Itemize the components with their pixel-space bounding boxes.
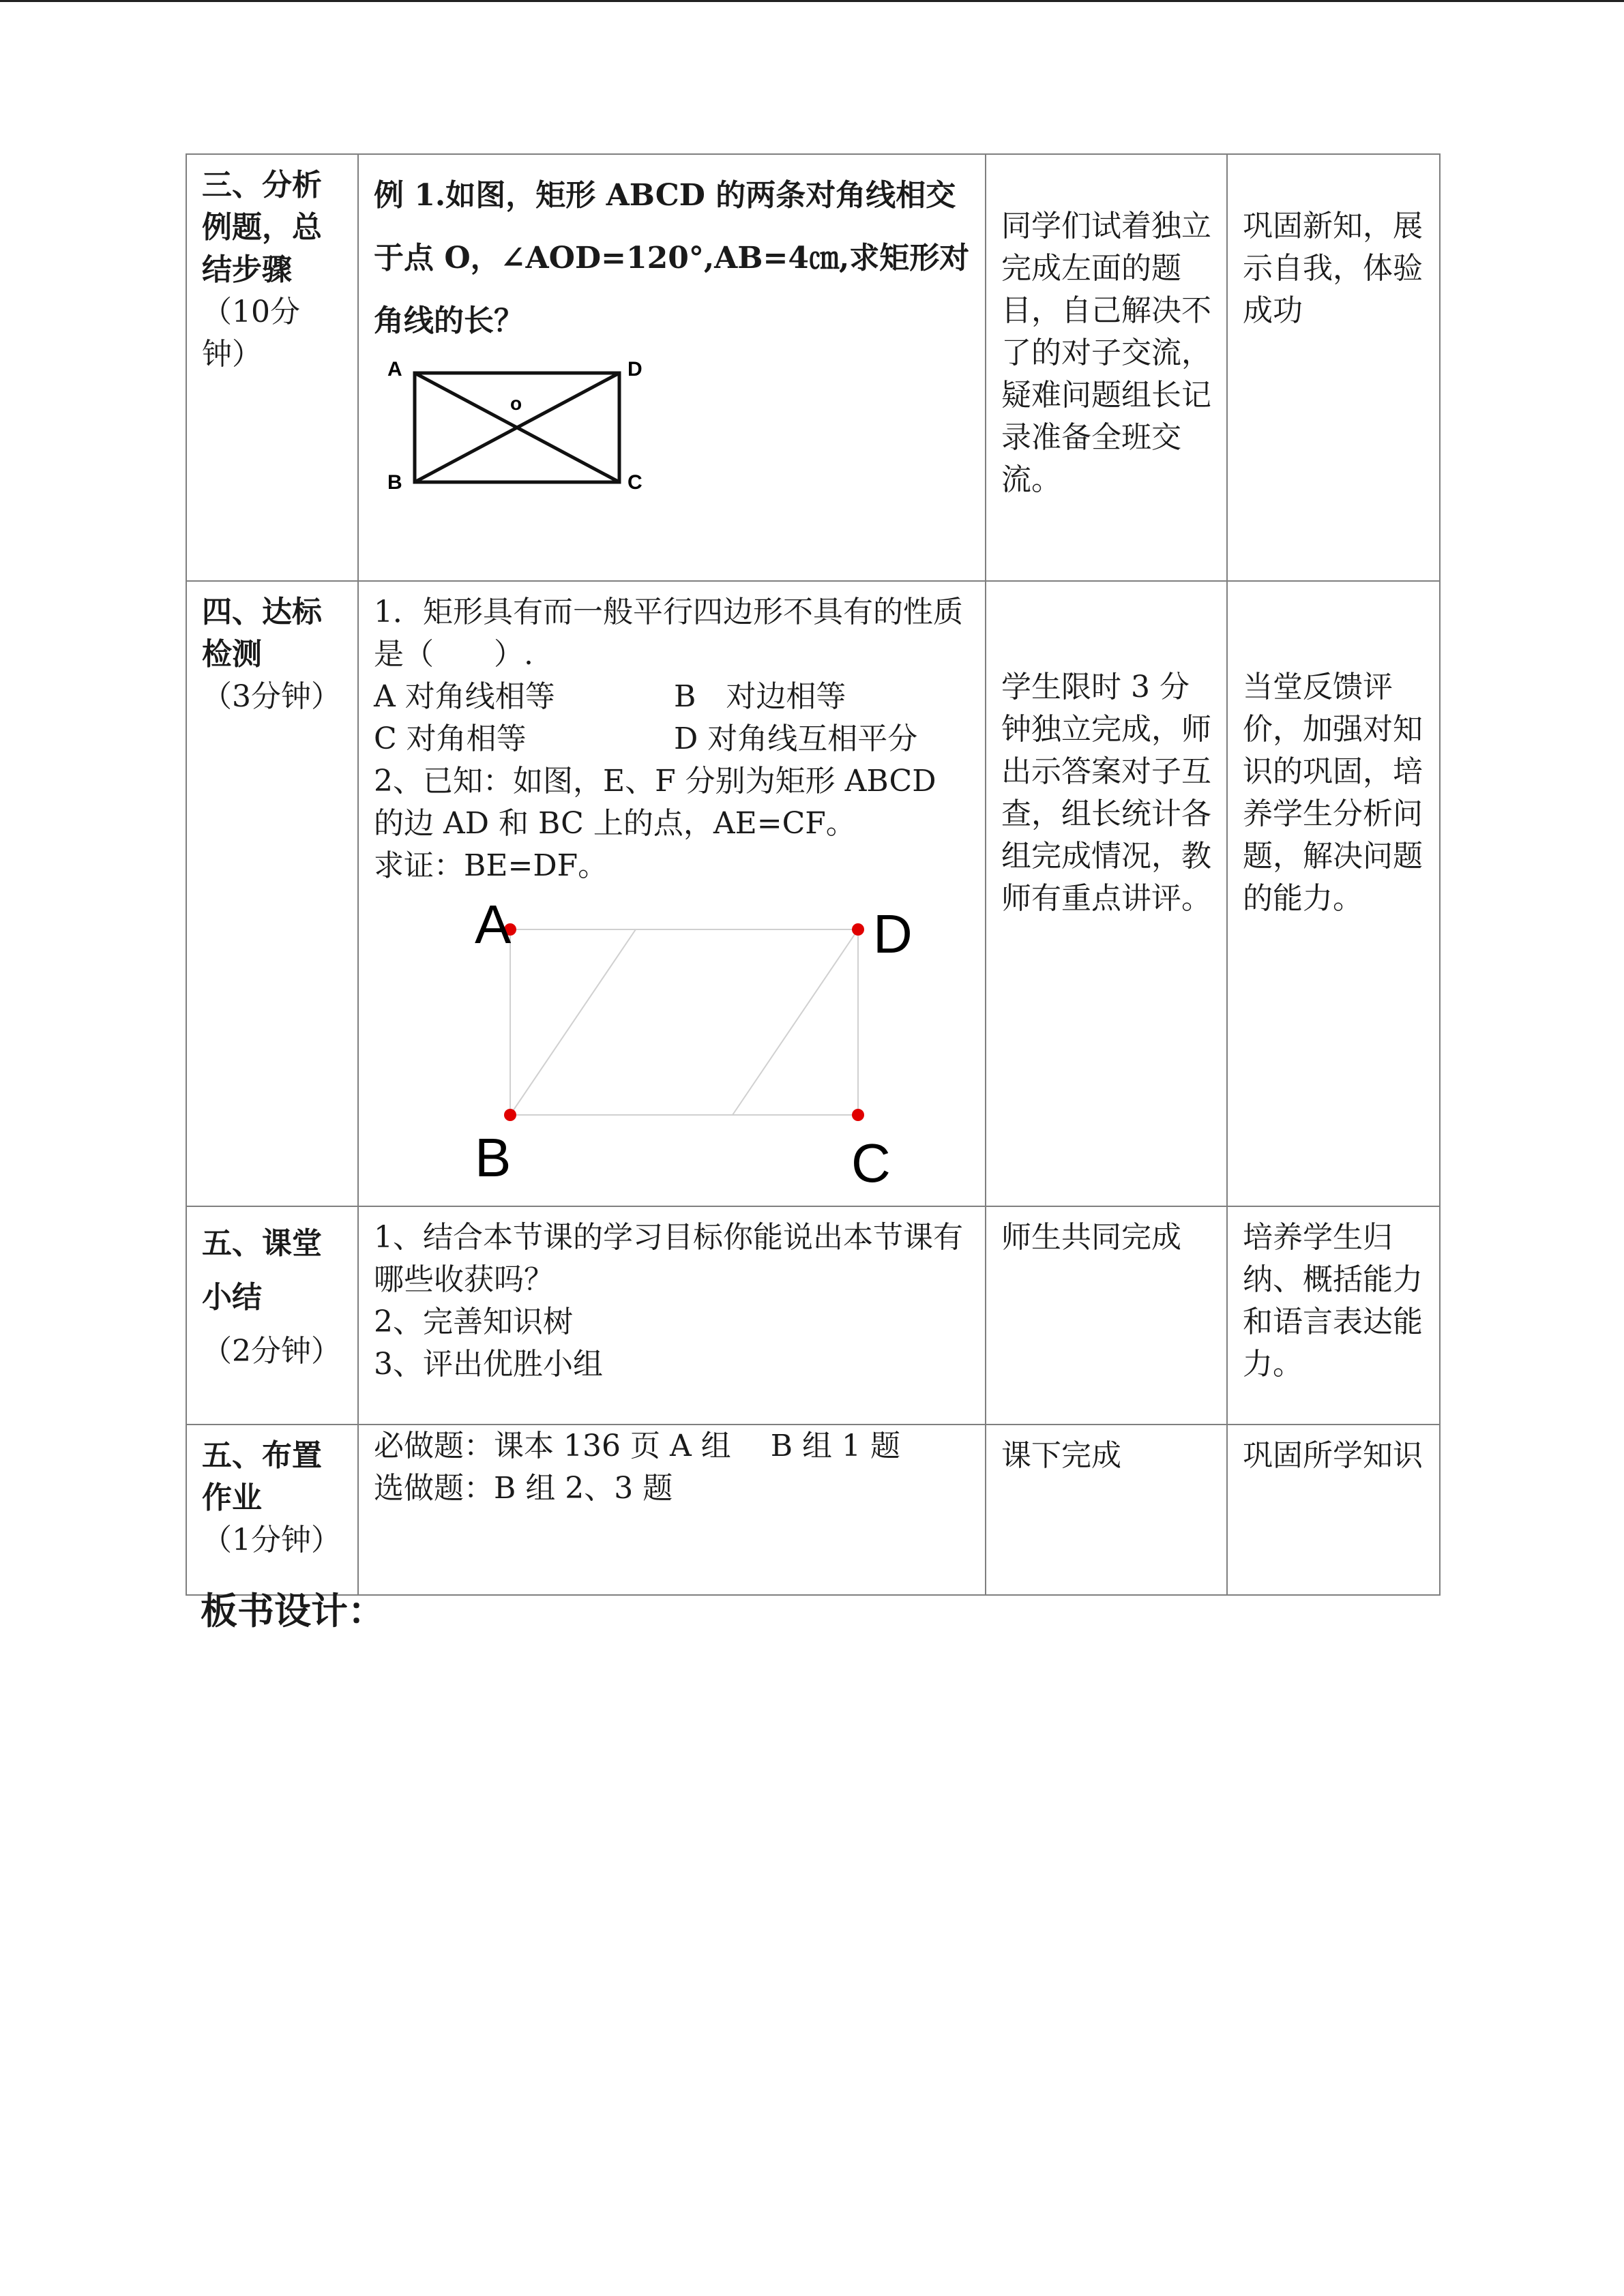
- homework-required: 必做题：课本 136 页 A 组 B 组 1 题: [374, 1429, 900, 1463]
- section-title: 三、分析例题，总结步骤: [202, 168, 322, 287]
- label-d: D: [873, 904, 913, 964]
- design-intent-text: 巩固新知，展示自我，体验成功: [1243, 209, 1423, 328]
- design-intent-text: 当堂反馈评价，加强对知识的巩固，培养学生分析问题，解决问题的能力。: [1243, 670, 1423, 916]
- summary-item-3: 3、评出优胜小组: [374, 1347, 603, 1382]
- label-a: A: [387, 358, 402, 381]
- rectangle-diagonals-figure: [374, 353, 660, 496]
- content-cell: [358, 1206, 986, 1425]
- section-minutes: （3分钟）: [202, 679, 341, 714]
- label-b: B: [387, 471, 402, 494]
- table-row: [186, 1425, 1440, 1595]
- content-cell: [358, 154, 986, 581]
- section-title: 五、课堂小结: [202, 1226, 322, 1315]
- label-o: o: [510, 393, 522, 414]
- point-d: [852, 923, 864, 936]
- section-cell: [186, 154, 358, 581]
- table-row: [186, 581, 1440, 1206]
- student-activity-cell: [986, 154, 1227, 581]
- design-intent-cell: [1227, 1206, 1440, 1425]
- section-cell: [186, 581, 358, 1206]
- student-activity-text: 师生共同完成: [1001, 1220, 1181, 1255]
- option-a: A 对角线相等: [374, 679, 555, 714]
- section-minutes: （2分钟）: [202, 1334, 341, 1369]
- section-minutes: （10分钟）: [202, 295, 300, 372]
- option-d: D 对角线互相平分: [674, 721, 918, 756]
- student-activity-cell: [986, 1206, 1227, 1425]
- table-row: [186, 154, 1440, 581]
- label-d: D: [628, 358, 643, 381]
- student-activity-text: 课下完成: [1001, 1438, 1121, 1473]
- segment-fd: [733, 929, 858, 1115]
- lesson-plan-table: [186, 153, 1441, 1596]
- design-intent-text: 培养学生归纳、概括能力和语言表达能力。: [1243, 1220, 1423, 1382]
- student-activity-text: 学生限时 3 分钟独立完成，师出示答案对子互查，组长统计各组完成情况，教师有重点讲评。: [1001, 670, 1211, 916]
- question-2-prove: 求证：BE=DF。: [374, 848, 608, 883]
- section-minutes: （1分钟）: [202, 1523, 341, 1557]
- label-b: B: [475, 1127, 512, 1187]
- question-1: 1．矩形具有而一般平行四边形不具有的性质是（ ）.: [374, 595, 963, 672]
- label-c: C: [628, 471, 643, 494]
- student-activity-cell: [986, 581, 1227, 1206]
- design-intent-cell: [1227, 1425, 1440, 1595]
- options-row-2: [374, 718, 971, 760]
- table-row: [186, 1206, 1440, 1425]
- summary-item-1: 1、结合本节课的学习目标你能说出本节课有哪些收获吗？: [374, 1220, 963, 1297]
- board-design-heading: 板书设计：: [201, 1589, 385, 1632]
- segment-be: [510, 929, 636, 1115]
- content-cell: [358, 581, 986, 1206]
- page-top-border: [0, 0, 1624, 2]
- content-cell: [358, 1425, 986, 1595]
- section-title: 五、布置作业: [202, 1438, 322, 1515]
- section-title: 四、达标检测: [202, 595, 322, 672]
- option-b: B 对边相等: [674, 679, 846, 714]
- point-b: [504, 1109, 516, 1121]
- question-2: 2、已知：如图，E、F 分别为矩形 ABCD 的边 AD 和 BC 上的点，AE=CF。: [374, 764, 936, 841]
- homework-optional: 选做题：B 组 2、3 题: [374, 1471, 673, 1506]
- design-intent-cell: [1227, 581, 1440, 1206]
- rectangle-abcd-outline: [510, 929, 858, 1115]
- section-cell: [186, 1206, 358, 1425]
- student-activity-text: 同学们试着独立完成左面的题目，自己解决不了的对子交流，疑难问题组长记录准备全班交流。: [1001, 209, 1211, 497]
- label-c: C: [851, 1133, 891, 1187]
- example-text: 例 1.如图，矩形 ABCD 的两条对角线相交于点 O，∠AOD=120°,AB=4㎝,求矩形对角线的长？: [374, 178, 970, 338]
- rectangle-ef-figure: [374, 887, 960, 1187]
- summary-item-2: 2、完善知识树: [374, 1304, 573, 1339]
- label-a: A: [475, 894, 512, 955]
- options-row-1: [374, 676, 971, 718]
- point-c: [852, 1109, 864, 1121]
- design-intent-cell: [1227, 154, 1440, 581]
- design-intent-text: 巩固所学知识: [1243, 1438, 1423, 1473]
- option-c: C 对角相等: [374, 721, 527, 756]
- section-cell: [186, 1425, 358, 1595]
- student-activity-cell: [986, 1425, 1227, 1595]
